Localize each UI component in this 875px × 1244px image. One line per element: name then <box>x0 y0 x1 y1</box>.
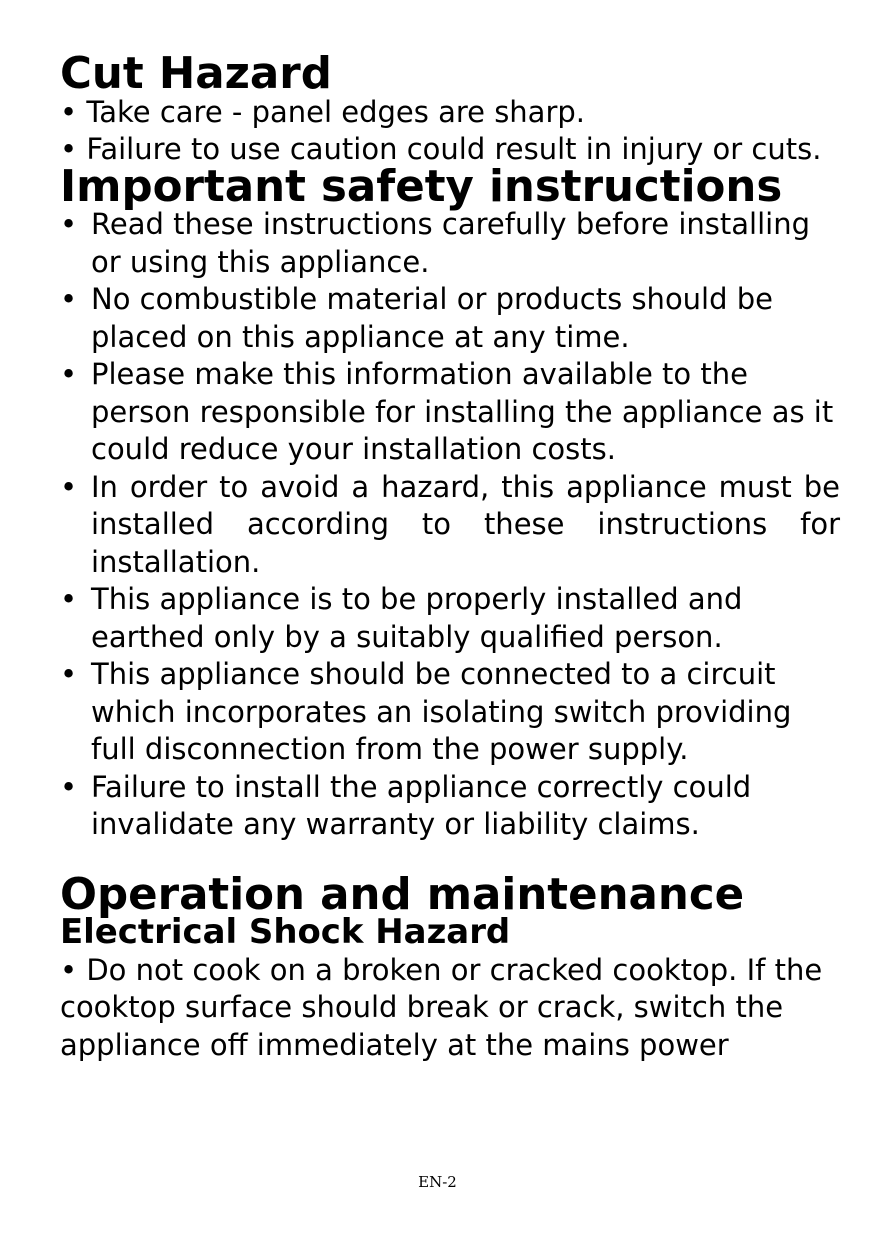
bullet-icon: • <box>60 132 87 166</box>
cut-hazard-list <box>60 94 840 169</box>
cut-hazard-heading: Cut Hazard <box>60 49 332 99</box>
bullet-icon: • <box>60 657 78 691</box>
list-item <box>60 356 840 469</box>
bullet-text: Failure to install the appliance correctly could invalidate any warranty or liability claims. <box>91 769 752 841</box>
safety-instructions-heading: Important safety instructions <box>60 161 783 212</box>
bullet-text: No combustible material or products should be placed on this appliance at any time. <box>91 282 773 354</box>
list-item <box>60 206 840 281</box>
bullet-icon: • <box>60 282 78 316</box>
bullet-icon: • <box>60 952 87 987</box>
list-item <box>60 131 840 169</box>
bullet-icon: • <box>60 357 78 391</box>
bullet-text: Please make this information available to the person responsible for installing the appliance as it could reduce your installation costs. <box>91 357 834 466</box>
manual-page <box>60 49 840 1064</box>
bullet-icon: • <box>60 207 78 241</box>
operation-maintenance-heading: Operation and maintenance <box>60 869 745 920</box>
list-item <box>60 581 840 656</box>
safety-instructions-list <box>60 206 840 844</box>
list-item <box>60 952 840 1065</box>
operation-list <box>60 952 840 1065</box>
list-item <box>60 94 840 132</box>
bullet-text: Take care - panel edges are sharp. <box>86 94 586 129</box>
page-number: EN-2 <box>418 1173 457 1191</box>
list-item <box>60 769 840 844</box>
bullet-icon: • <box>60 469 78 504</box>
bullet-icon: • <box>60 769 78 804</box>
bullet-text: Read these instructions carefully before installing or using this appliance. <box>91 207 811 279</box>
list-item <box>60 469 840 582</box>
list-item <box>60 656 840 769</box>
bullet-text: Do not cook on a broken or cracked cooktop. If the cooktop surface should break or crack, switch the appliance off immediately at the mains power <box>60 952 823 1062</box>
bullet-text: In order to avoid a hazard, this appliance must be installed according to these instructions for installation. <box>91 469 840 579</box>
bullet-icon: • <box>60 582 78 616</box>
list-item <box>60 281 840 356</box>
electrical-shock-heading: Electrical Shock Hazard <box>60 913 511 952</box>
bullet-text: Failure to use caution could result in injury or cuts. <box>86 132 822 166</box>
bullet-text: This appliance is to be properly installed and earthed only by a suitably qualified person. <box>91 582 743 654</box>
bullet-text: This appliance should be connected to a circuit which incorporates an isolating switch providing full disconnection from the power supply. <box>91 657 792 766</box>
bullet-icon: • <box>60 94 87 129</box>
